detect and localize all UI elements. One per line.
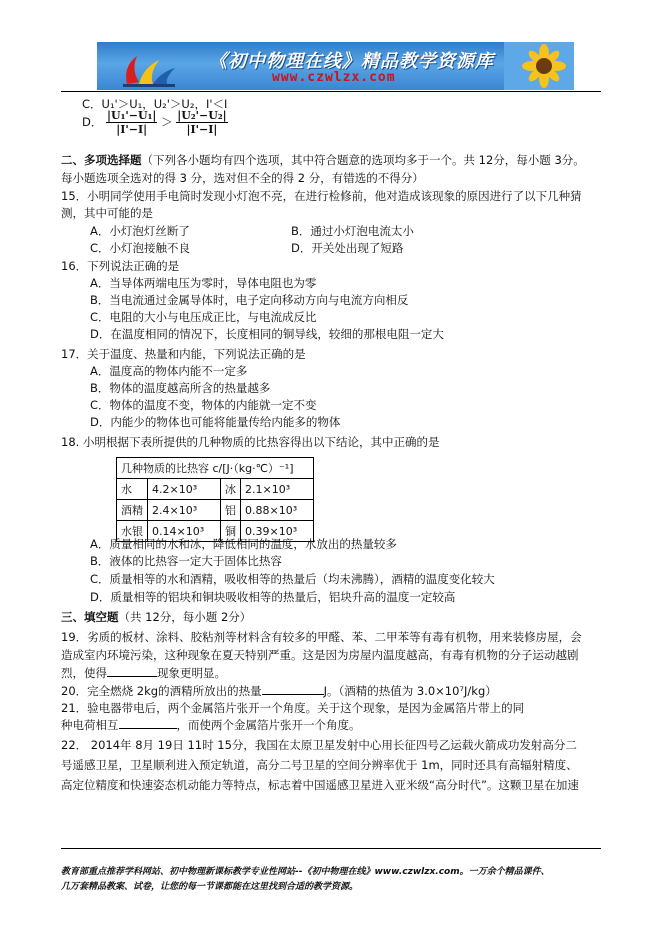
q20-line	[61, 683, 497, 699]
q15-option-a: A．小灯泡灯丝断了	[90, 224, 190, 238]
fraction-left-denominator: |I'−I|	[116, 123, 148, 136]
footer-line2: 几万套精品教案、试卷，让您的每一节课都能在这里找到合适的教学资源。	[61, 882, 359, 892]
q17-option-a: A．温度高的物体内能不一定多	[90, 364, 248, 378]
q18-option-c: C．质量相等的水和酒精，吸收相等的热量后（均未沸腾），酒精的温度变化较大	[90, 572, 495, 586]
table-cell: 冰	[221, 479, 241, 500]
q15-option-b: B．通过小灯泡电流太小	[291, 224, 414, 238]
q19-line3-start: 烈，使得	[61, 666, 107, 680]
q14-option-d-label: D．	[82, 115, 103, 129]
section2-heading-rest: （下列各小题均有四个选项，其中符合题意的选项均多于一个。共 12分，每小题 3分。	[141, 153, 585, 167]
q16-option-d: D．在温度相同的情况下，长度相同的铜导线，较细的那根电阻一定大	[90, 327, 444, 341]
sunflower-icon	[504, 42, 574, 90]
q20-end: J。（酒精的热值为 3.0×10⁷J/kg）	[323, 684, 497, 698]
q15-stem-line1: 15．小明同学使用手电筒时发现小灯泡不亮，在进行检修前，他对造成该现象的原因进行了以下几种猜	[61, 189, 582, 203]
footer-rule	[61, 848, 601, 849]
q18-stem: 18. 小明根据下表所提供的几种物质的比热容得出以下结论，其中正确的是	[61, 435, 440, 449]
q19-line2: 造成室内环境污染，这种现象在夏天特别严重。这是因为房屋内温度越高，有毒有机物的分子运动越剧	[61, 648, 579, 662]
q14-option-c: C．U₁'＞U₁，U₂'＞U₂，I'＜I	[82, 97, 228, 111]
q22-line1: 22． 2014年 8月 19日 11时 15分，我国在太原卫星发射中心用长征四号乙运载火箭成功发射高分二	[61, 738, 577, 752]
table-header: 几种物质的比热容 c/[J·（kg·℃）⁻¹]	[117, 458, 314, 479]
q17-option-c: C．物体的温度不变，物体的内能就一定不变	[90, 398, 317, 412]
section3-heading	[61, 609, 251, 625]
q18-option-d: D．质量相等的铝块和铜块吸收相等的热量后，铝块升高的温度一定较高	[90, 590, 456, 604]
q21-line1: 21．验电器带电后，两个金属箔片张开一个角度。关于这个现象，是因为金属箔片带上的同	[61, 701, 525, 715]
table-cell: 酒精	[117, 500, 148, 521]
table-cell: 0.14×10³	[148, 521, 221, 542]
table-row	[117, 500, 314, 521]
answer-blank[interactable]	[107, 665, 157, 677]
q18-option-a: A．质量相同的水和冰，降低相同的温度，水放出的热量较多	[90, 537, 397, 551]
q18-option-b: B．液体的比热容一定大于固体比热容	[90, 554, 282, 568]
q21-line2-end: ，而使两个金属箔片张开一个角度。	[176, 718, 361, 732]
table-cell: 铜	[221, 521, 241, 542]
q20-start: 20．完全燃烧 2kg的酒精所放出的热量	[61, 684, 262, 698]
q22-line2: 号遥感卫星，卫星顺利进入预定轨道，高分二号卫星的空间分辨率优于 1m，同时还具有高辐射精度、	[61, 758, 578, 772]
table-row	[117, 479, 314, 500]
q16-option-c: C．电阻的大小与电压成正比，与电流成反比	[90, 310, 317, 324]
q17-stem: 17．关于温度、热量和内能，下列说法正确的是	[61, 347, 306, 361]
footer-line1: 教育部重点推荐学科网站、初中物理新课标教学专业性网站--《初中物理在线》www.czwlzx.com。一万余个精品课件、	[61, 867, 550, 877]
table-cell: 0.88×10³	[241, 500, 314, 521]
q21-line2-start: 种电荷相互	[61, 718, 119, 732]
q21-line2	[61, 717, 361, 733]
q14-option-d	[82, 109, 228, 136]
table-header-row	[117, 458, 314, 479]
q15-stem-line2: 测，其中可能的是	[61, 206, 153, 220]
section2-heading-bold: 二、多项选择题	[61, 153, 142, 167]
q22-line3: 高定位精度和快速姿态机动能力等特点，标志着中国遥感卫星进入亚米级“高分时代”。这颗卫星在加速	[61, 778, 579, 792]
fraction-left-numerator: |U₁'−U₁|	[107, 109, 157, 122]
answer-blank[interactable]	[119, 717, 177, 729]
fraction-right-denominator: |I'−I|	[186, 123, 218, 136]
specific-heat-table	[116, 457, 314, 542]
q17-option-d: D．内能少的物体也可能将能量传给内能多的物体	[90, 415, 341, 429]
table-cell: 2.1×10³	[241, 479, 314, 500]
q15-option-c: C．小灯泡接触不良	[90, 241, 191, 255]
table-cell: 水	[117, 479, 148, 500]
table-cell: 水银	[117, 521, 148, 542]
banner-title: 《初中物理在线》精品教学资源库	[209, 51, 494, 72]
section3-heading-rest: （共 12分，每小题 2分）	[118, 610, 252, 624]
q15-option-d: D．开关处出现了短路	[291, 241, 404, 255]
fraction-right-numerator: |U₂'−U₂|	[177, 109, 227, 122]
answer-blank[interactable]	[262, 683, 324, 695]
q19-line3	[61, 665, 226, 681]
fraction-left	[106, 109, 157, 136]
section3-heading-bold: 三、填空题	[61, 610, 119, 624]
q19-line3-end: 现象更明显。	[157, 666, 226, 680]
banner-url[interactable]: www.czwlzx.com	[272, 70, 396, 85]
q19-line1: 19．劣质的板材、涂料、胶粘剂等材料含有较多的甲醛、苯、二甲苯等有毒有机物，用来装修房屋，会	[61, 630, 582, 644]
q17-option-b: B．物体的温度越高所含的热量越多	[90, 381, 271, 395]
table-cell: 2.4×10³	[148, 500, 221, 521]
q16-stem: 16．下列说法正确的是	[61, 259, 180, 273]
q16-option-b: B．当电流通过金属导体时，电子定向移动方向与电流方向相反	[90, 293, 409, 307]
logo-icon	[119, 46, 179, 88]
header-rule	[61, 91, 601, 92]
table-cell: 铝	[221, 500, 241, 521]
table-cell: 4.2×10³	[148, 479, 221, 500]
table-cell: 0.39×10³	[241, 521, 314, 542]
section2-heading-line2: 每小题选项全选对的得 3 分，选对但不全的得 2 分，有错选的不得分）	[61, 171, 424, 185]
header-banner	[97, 42, 574, 90]
fraction-operator: ＞	[161, 115, 173, 129]
q16-option-a: A．当导体两端电压为零时，导体电阻也为零	[90, 276, 317, 290]
section2-heading	[61, 152, 585, 168]
fraction-right	[176, 109, 227, 136]
